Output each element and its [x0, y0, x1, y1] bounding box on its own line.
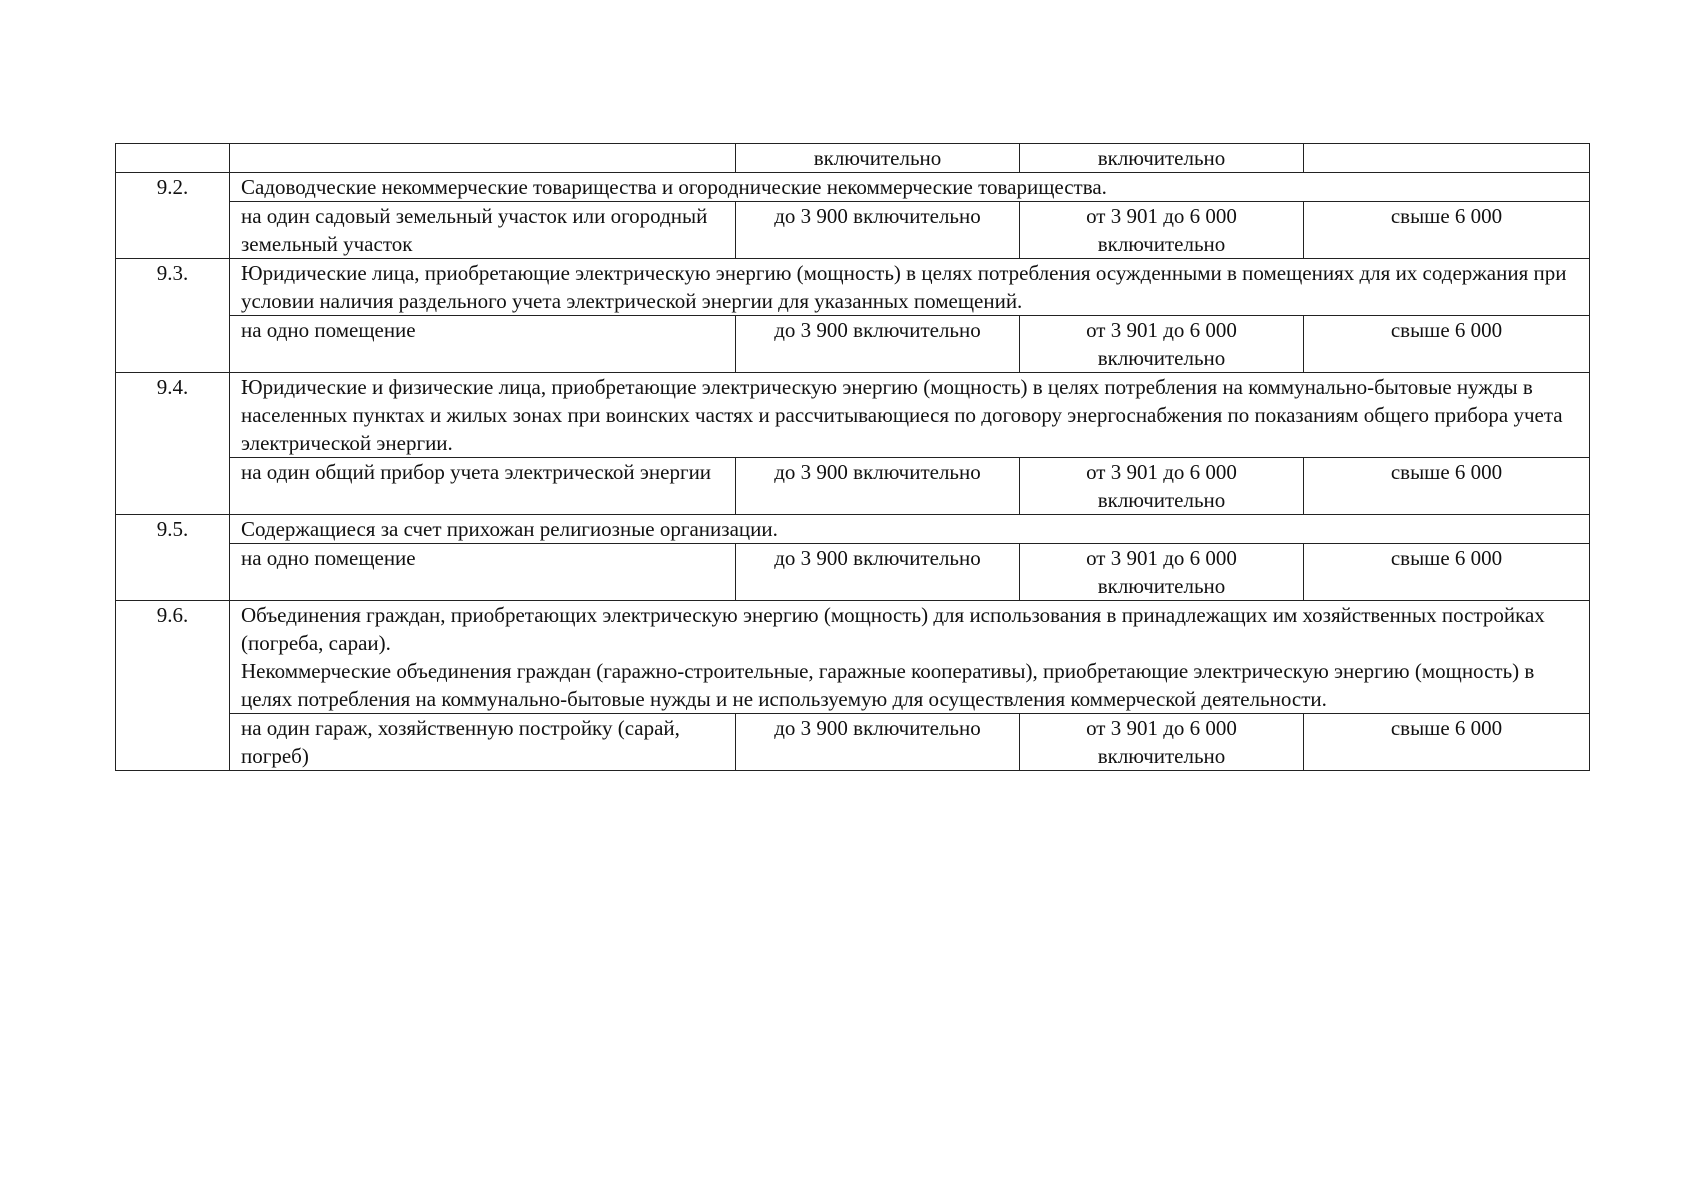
section-title: Садоводческие некоммерческие товарищества и огороднические некоммерческие товарищества. — [230, 173, 1590, 202]
section-values-row-9-3 — [116, 316, 1590, 373]
mid-range-cell: от 3 901 до 6 000 включительно — [1020, 714, 1304, 771]
section-values-row-9-2 — [116, 202, 1590, 259]
section-title: Содержащиеся за счет прихожан религиозные организации. — [230, 515, 1590, 544]
low-range-cell: до 3 900 включительно — [736, 458, 1020, 515]
mid-range-cell: от 3 901 до 6 000 включительно — [1020, 544, 1304, 601]
section-title-row-9-5 — [116, 515, 1590, 544]
section-title-row-9-3 — [116, 259, 1590, 316]
low-range-cell: до 3 900 включительно — [736, 316, 1020, 373]
cell-mid-range: включительно — [1020, 144, 1304, 173]
cell-low-range: включительно — [736, 144, 1020, 173]
unit-cell: на один гараж, хозяйственную постройку (сарай, погреб) — [230, 714, 736, 771]
section-title: Юридические лица, приобретающие электрическую энергию (мощность) в целях потребления осужденными в помещениях для их содержания при условии наличия раздельного учета электрической энергии для указанных помещений. — [230, 259, 1590, 316]
high-range-cell: свыше 6 000 — [1304, 202, 1590, 259]
section-values-row-9-6 — [116, 714, 1590, 771]
mid-range-cell: от 3 901 до 6 000 включительно — [1020, 458, 1304, 515]
unit-cell: на одно помещение — [230, 544, 736, 601]
section-title-row-9-2 — [116, 173, 1590, 202]
unit-cell: на одно помещение — [230, 316, 736, 373]
low-range-cell: до 3 900 включительно — [736, 202, 1020, 259]
table-row-continuation — [116, 144, 1590, 173]
section-number: 9.5. — [116, 515, 230, 601]
section-title-row-9-4 — [116, 373, 1590, 458]
tariff-table — [115, 143, 1590, 771]
section-number: 9.4. — [116, 373, 230, 515]
section-title-second-paragraph: Некоммерческие объединения граждан (гаражно-строительные, гаражные кооперативы), приобретающие электрическую энергию (мощность) в целях потребления на коммунально-бытовые нужды и не используемую для осуществления коммерческой деятельности. — [241, 659, 1535, 711]
section-number: 9.2. — [116, 173, 230, 259]
section-title-row-9-6 — [116, 601, 1590, 714]
section-values-row-9-4 — [116, 458, 1590, 515]
high-range-cell: свыше 6 000 — [1304, 458, 1590, 515]
section-title: Юридические и физические лица, приобретающие электрическую энергию (мощность) в целях потребления на коммунально-бытовые нужды в населенных пунктах и жилых зонах при воинских частях и рассчитывающиеся по договору энергоснабжения по показаниям общего прибора учета электрической энергии. — [230, 373, 1590, 458]
high-range-cell: свыше 6 000 — [1304, 714, 1590, 771]
section-values-row-9-5 — [116, 544, 1590, 601]
section-number: 9.3. — [116, 259, 230, 373]
low-range-cell: до 3 900 включительно — [736, 544, 1020, 601]
section-title: Объединения граждан, приобретающих электрическую энергию (мощность) для использования в принадлежащих им хозяйственных постройках (погреба, сараи). — [241, 603, 1545, 655]
cell-high-empty — [1304, 144, 1590, 173]
high-range-cell: свыше 6 000 — [1304, 316, 1590, 373]
low-range-cell: до 3 900 включительно — [736, 714, 1020, 771]
mid-range-cell: от 3 901 до 6 000 включительно — [1020, 316, 1304, 373]
high-range-cell: свыше 6 000 — [1304, 544, 1590, 601]
unit-cell: на один общий прибор учета электрической энергии — [230, 458, 736, 515]
cell-unit-empty — [230, 144, 736, 173]
section-number: 9.6. — [116, 601, 230, 771]
mid-range-cell: от 3 901 до 6 000 включительно — [1020, 202, 1304, 259]
unit-cell: на один садовый земельный участок или огородный земельный участок — [230, 202, 736, 259]
section-title-cell — [230, 601, 1590, 714]
cell-number-empty — [116, 144, 230, 173]
